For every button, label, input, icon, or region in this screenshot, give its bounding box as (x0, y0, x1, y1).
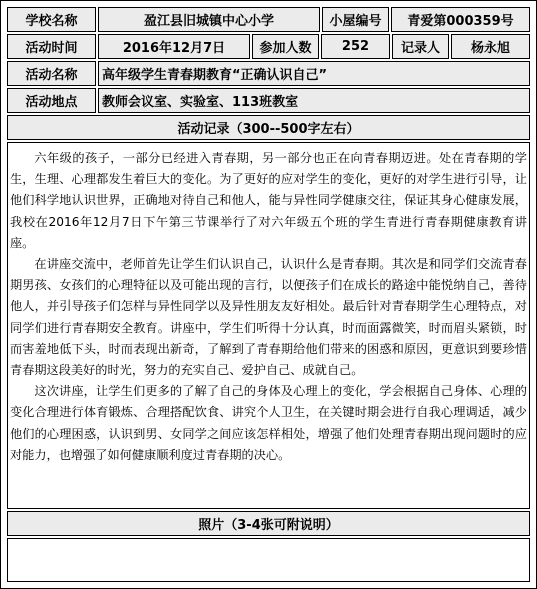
school-name-label: 学校名称 (7, 7, 96, 32)
activity-location-value: 教师会议室、实验室、113班教室 (98, 88, 530, 113)
activity-location-label: 活动地点 (7, 88, 96, 113)
activity-time-value: 2016年12月7日 (98, 34, 250, 59)
school-name-value: 盈江县旧城镇中心小学 (98, 7, 320, 32)
record-paragraph-2: 在讲座交流中，老师首先让学生们认识自己，认识什么是青春期。其次是和同学们交流青春期男孩、女孩们的心理特征以及可能出现的言行，以便孩子们在成长的路途中能悦纳自己，善待他人，并引导孩子们怎样与异性同学以及异性朋友友好相处。最后针对青春期学生心理特点，对同学们进行青春期安全教育。讲座中，学生们听得十分认真，时而面露微笑，时而眉头紧锁，时而害羞地低下头，时而表现出新奇，了解到了青春期给他们带来的困惑和原因，更意识到要珍惜青春期这段美好的时光，努力的充实自己、爱护自己、成就自己。 (10, 257, 527, 378)
hut-number-label: 小屋编号 (322, 7, 389, 32)
photo-area (7, 538, 530, 582)
recorder-value: 杨永旭 (451, 34, 530, 59)
participants-value: 252 (321, 34, 390, 59)
record-paragraph-3: 这次讲座，让学生们更多的了解了自己的身体及心理上的变化，学会根据自己身体、心理的变化合理进行体育锻炼、合理搭配饮食、讲究个人卫生，在关键时期会进行自我心理调适，减少他们的心理困惑，认识到男、女同学之间应该怎样相处，增强了他们处理青春期出现问题时的应对能力，也增强了如何健康顺利度过青春期的决心。 (10, 384, 527, 462)
activity-record-header: 活动记录（300--500字左右） (7, 115, 530, 140)
participants-label: 参加人数 (252, 34, 319, 59)
photo-section-header: 照片（3-4张可附说明） (7, 511, 530, 536)
activity-record-text (10, 148, 527, 466)
recorder-label: 记录人 (392, 34, 449, 59)
activity-name-value: 高年级学生青春期教育“正确认识自己” (98, 61, 530, 86)
record-paragraph-1: 六年级的孩子，一部分已经进入青春期，另一部分也正在向青春期迈进。处在青春期的学生，生理、心理都发生着巨大的变化。为了更好的应对学生的变化，更好的对学生进行引导，让他们科学地认识世界，正确地对待自己和他人，能与异性同学健康交往，保证其身心健康发展，我校在2016年12月7日下午第三节课举行了对六年级五个班的学生青进行青春期健康教育讲座。 (10, 151, 527, 250)
activity-time-label: 活动时间 (7, 34, 96, 59)
hut-number-value: 青爱第000359号 (391, 7, 530, 32)
activity-name-label: 活动名称 (7, 61, 96, 86)
